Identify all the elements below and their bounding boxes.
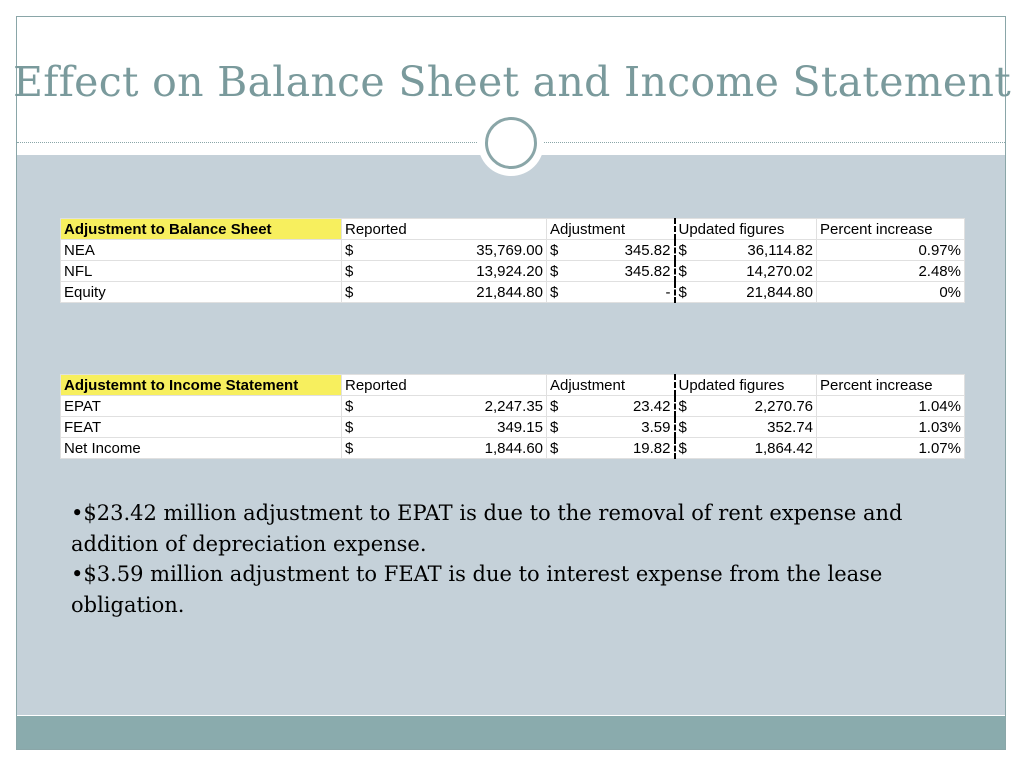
currency-symbol: $ — [345, 397, 354, 415]
adjustment-cell: $ - — [547, 282, 675, 303]
percent-cell: 1.03% — [817, 417, 965, 438]
adjustment-cell: $ 345.82 — [547, 240, 675, 261]
updated-cell: $ 36,114.82 — [675, 240, 817, 261]
updated-cell: $ 1,864.42 — [675, 438, 817, 459]
table-header: Adjustment — [547, 375, 675, 396]
table-header-label: Adjustment to Balance Sheet — [61, 219, 342, 240]
percent-cell: 1.04% — [817, 396, 965, 417]
table-row — [61, 261, 965, 282]
adjustment-cell: $ 345.82 — [547, 261, 675, 282]
table-row — [61, 438, 965, 459]
bullet-list — [71, 498, 971, 620]
percent-cell: 0% — [817, 282, 965, 303]
currency-symbol: $ — [550, 397, 559, 415]
updated-cell: $ 2,270.76 — [675, 396, 817, 417]
bullet-item: •$3.59 million adjustment to FEAT is due to interest expense from the lease obligation. — [71, 562, 883, 617]
table-header: Updated figures — [675, 219, 817, 240]
adjustment-cell: $ 19.82 — [547, 438, 675, 459]
currency-symbol: $ — [345, 418, 354, 436]
reported-cell: $ 35,769.00 — [342, 240, 547, 261]
ring-icon — [485, 117, 537, 169]
currency-symbol: $ — [678, 262, 687, 280]
currency-symbol: $ — [678, 283, 687, 301]
reported-cell: $ 1,844.60 — [342, 438, 547, 459]
table-row — [61, 417, 965, 438]
table-row — [61, 396, 965, 417]
table-header-row — [61, 219, 965, 240]
reported-cell: $ 349.15 — [342, 417, 547, 438]
income-statement-table — [60, 374, 965, 459]
adjustment-cell: $ 23.42 — [547, 396, 675, 417]
currency-symbol: $ — [345, 439, 354, 457]
adjustment-cell: $ 3.59 — [547, 417, 675, 438]
table-header: Reported — [342, 219, 547, 240]
table-header: Percent increase — [817, 219, 965, 240]
row-label: NEA — [61, 240, 342, 261]
table-header: Reported — [342, 375, 547, 396]
table-header: Percent increase — [817, 375, 965, 396]
percent-cell: 2.48% — [817, 261, 965, 282]
percent-cell: 0.97% — [817, 240, 965, 261]
currency-symbol: $ — [678, 397, 687, 415]
updated-cell: $ 21,844.80 — [675, 282, 817, 303]
reported-cell: $ 21,844.80 — [342, 282, 547, 303]
reported-cell: $ 2,247.35 — [342, 396, 547, 417]
currency-symbol: $ — [550, 241, 559, 259]
table-header: Updated figures — [675, 375, 817, 396]
currency-symbol: $ — [345, 241, 354, 259]
updated-cell: $ 14,270.02 — [675, 261, 817, 282]
table-row — [61, 282, 965, 303]
row-label: NFL — [61, 261, 342, 282]
row-label: FEAT — [61, 417, 342, 438]
table-header-label: Adjustemnt to Income Statement — [61, 375, 342, 396]
table-row — [61, 240, 965, 261]
currency-symbol: $ — [550, 262, 559, 280]
currency-symbol: $ — [550, 439, 559, 457]
slide-title: Effect on Balance Sheet and Income Statement — [13, 58, 1011, 106]
balance-sheet-table — [60, 218, 965, 303]
currency-symbol: $ — [345, 262, 354, 280]
footer-bar — [17, 716, 1005, 749]
currency-symbol: $ — [678, 418, 687, 436]
currency-symbol: $ — [550, 283, 559, 301]
row-label: Equity — [61, 282, 342, 303]
bullet-item: •$23.42 million adjustment to EPAT is due to the removal of rent expense and addition of depreciation expense. — [71, 501, 903, 556]
row-label: Net Income — [61, 438, 342, 459]
reported-cell: $ 13,924.20 — [342, 261, 547, 282]
currency-symbol: $ — [678, 439, 687, 457]
currency-symbol: $ — [678, 241, 687, 259]
table-header: Adjustment — [547, 219, 675, 240]
updated-cell: $ 352.74 — [675, 417, 817, 438]
table-header-row — [61, 375, 965, 396]
percent-cell: 1.07% — [817, 438, 965, 459]
currency-symbol: $ — [550, 418, 559, 436]
row-label: EPAT — [61, 396, 342, 417]
currency-symbol: $ — [345, 283, 354, 301]
